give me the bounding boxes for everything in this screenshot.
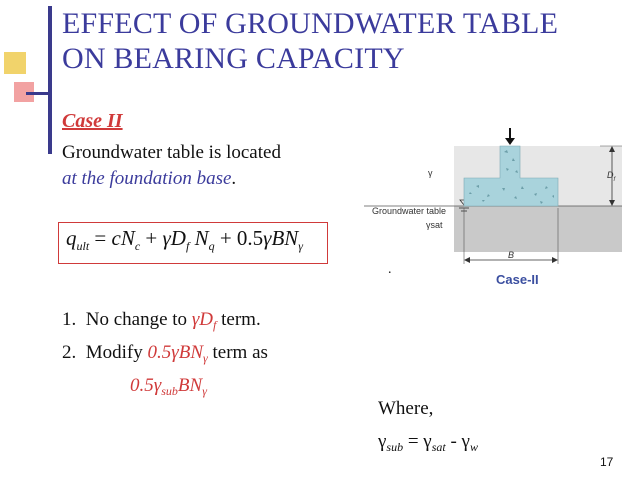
list-continuation: $0.5\gamma_{sub}BN_\gamma$ — [130, 375, 207, 398]
formula-eq: = — [89, 226, 112, 250]
formula-gd: γD — [162, 226, 186, 250]
list-item-end: term. — [221, 309, 261, 330]
case-label: Case II — [62, 110, 123, 132]
formula-q-sub: ult — [76, 239, 90, 254]
list-item-number: 1. — [62, 309, 77, 330]
stray-dot: . — [388, 262, 392, 277]
description-highlight: at the foundation base — [62, 168, 232, 189]
formula-nq: N — [189, 226, 209, 250]
formula-cn: cN — [111, 226, 135, 250]
case-description — [62, 140, 322, 192]
where-label: Where, — [378, 398, 434, 419]
slide-title — [62, 6, 558, 76]
b-label: B — [508, 250, 515, 260]
soil-saturated-region — [454, 206, 622, 252]
title-line-1: EFFECT OF GROUNDWATER TABLE — [62, 7, 559, 40]
list-item-number: 2. — [62, 342, 77, 363]
formula-gbn: γBN — [263, 226, 299, 250]
formula-half: 0.5 — [236, 226, 264, 250]
case-caption: Case-II — [496, 272, 539, 287]
accent-square-yellow — [4, 52, 26, 74]
accent-bar-vertical — [48, 6, 52, 154]
formula-gd-sub: f — [185, 239, 190, 254]
list-item-text: Modify — [85, 342, 143, 363]
formula-plus-1: + — [140, 226, 163, 250]
formula-gbn-sub: γ — [298, 239, 304, 254]
groundwater-table-label: Groundwater table — [372, 206, 447, 216]
groundwater-case-figure — [364, 128, 626, 292]
formula-q: q — [66, 226, 77, 250]
list-item-end: term as — [212, 342, 268, 363]
description-end: . — [231, 168, 237, 189]
list-item — [62, 339, 268, 372]
list-item — [62, 306, 268, 339]
where-definition — [378, 392, 478, 464]
list-item-term: $\gamma D_f$ — [191, 309, 217, 332]
accent-bar-horizontal — [26, 92, 52, 95]
description-text: Groundwater table is located — [62, 142, 281, 163]
modification-list — [62, 306, 268, 405]
load-arrow-icon — [505, 128, 515, 145]
formula-cn-sub: c — [134, 239, 141, 254]
bearing-capacity-formula — [66, 226, 303, 254]
page-number: 17 — [600, 455, 614, 469]
title-line-2: ON BEARING CAPACITY — [62, 42, 405, 75]
gamma-sub-equation: $\gamma_{sub} = \gamma_{sat} - \gamma_w$ — [378, 431, 478, 454]
list-item-term: 0.5γBN$_\gamma$ — [147, 342, 208, 365]
list-item-text: No change to — [85, 309, 188, 330]
gamma-label: γ — [428, 168, 433, 178]
formula-nq-sub: q — [208, 239, 215, 254]
formula-plus-2: + — [214, 226, 237, 250]
df-label: $D_f$ — [607, 170, 616, 183]
gamma-sat-label: γsat — [426, 220, 443, 230]
